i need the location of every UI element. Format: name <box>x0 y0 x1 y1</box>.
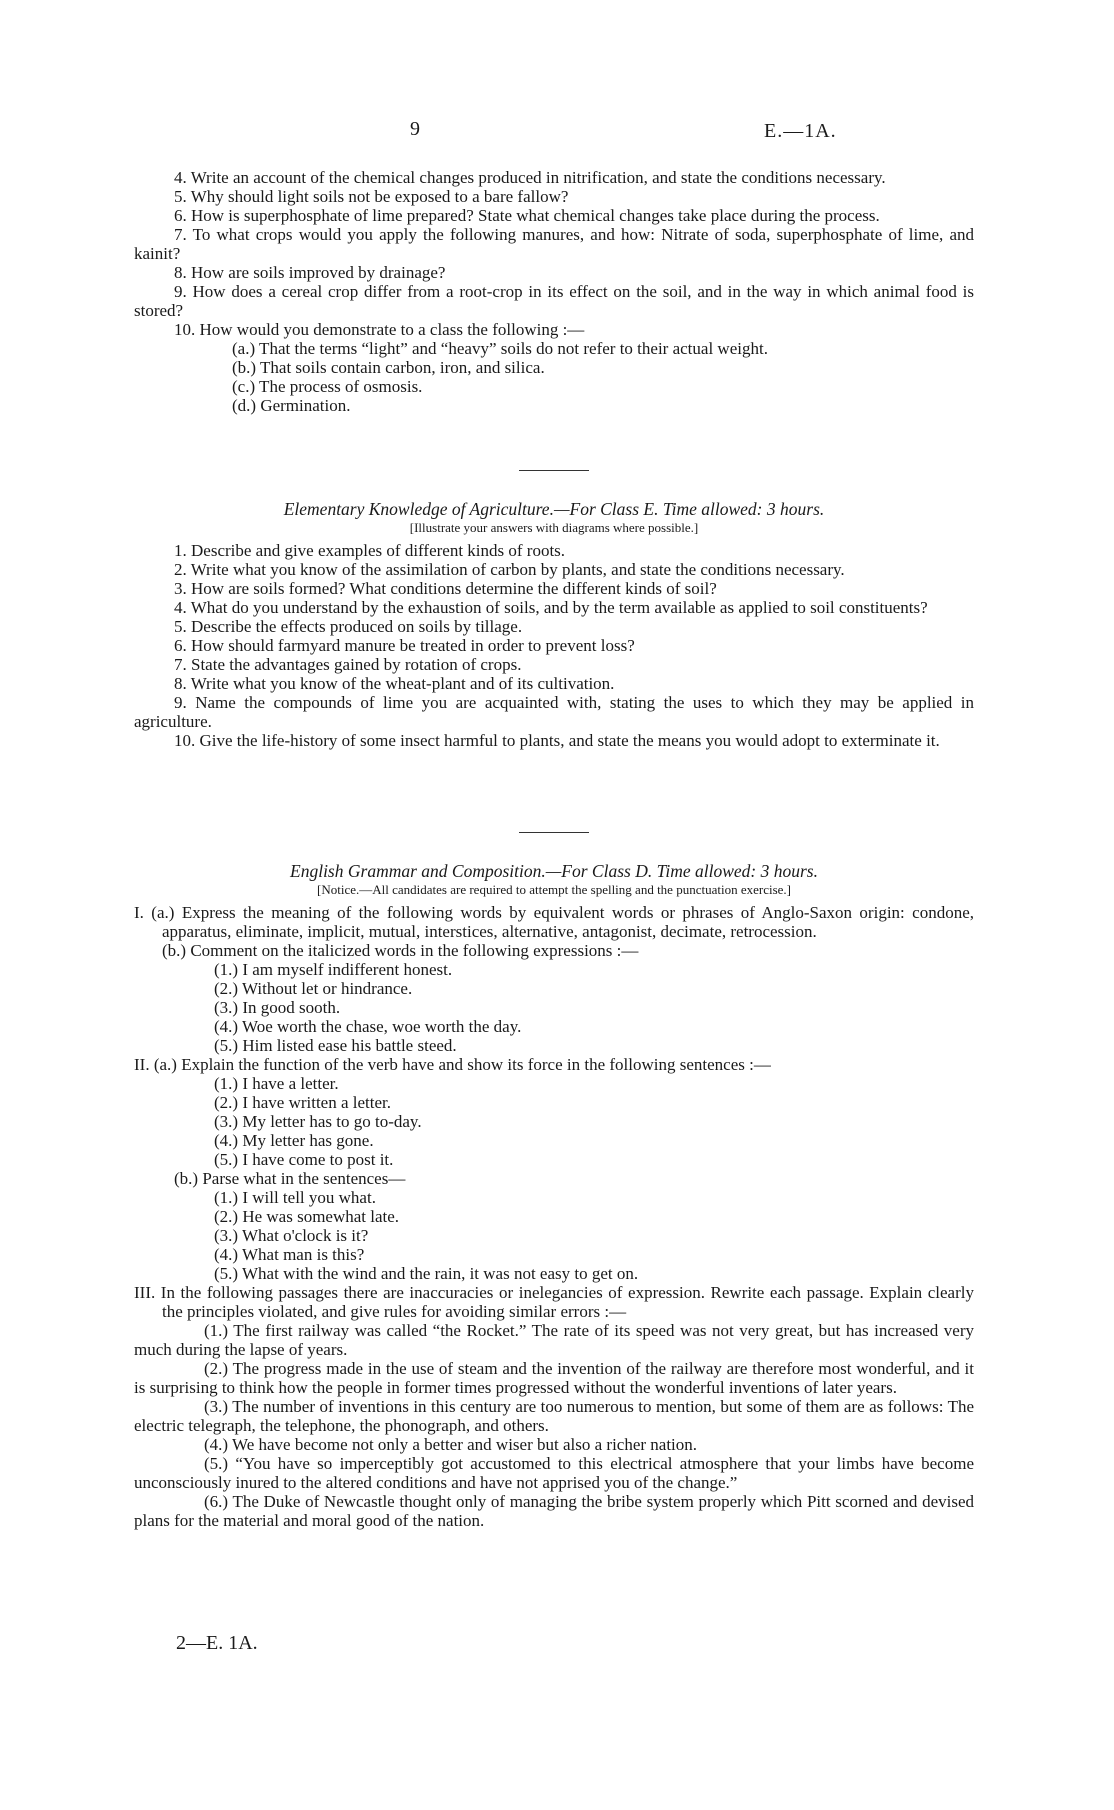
sub-item: (2.) I have written a letter. <box>214 1093 392 1112</box>
page-number: 9 <box>410 118 420 140</box>
divider-2 <box>134 832 974 833</box>
question: 9. How does a cereal crop differ from a root-crop in its effect on the soil, and in the way in which animal food is stored? <box>134 282 974 320</box>
divider-1 <box>134 470 974 471</box>
sub-item: (5.) What with the wind and the rain, it was not easy to get on. <box>214 1264 639 1283</box>
question: 10. How would you demonstrate to a class the following :— <box>174 320 585 339</box>
question: 9. Name the compounds of lime you are acquainted with, stating the uses to which they may be applied in agriculture. <box>134 693 974 731</box>
question: 1. Describe and give examples of different kinds of roots. <box>174 541 566 560</box>
sub-item: (5.) I have come to post it. <box>214 1150 394 1169</box>
section-agriculture <box>134 500 974 750</box>
sub-item: (3.) What o'clock is it? <box>214 1226 369 1245</box>
sub-item: (1.) I am myself indifferent honest. <box>214 960 453 979</box>
section-note: [Illustrate your answers with diagrams where possible.] <box>409 520 699 535</box>
sub-item: (3.) My letter has to go to-day. <box>214 1112 422 1131</box>
passage: (6.) The Duke of Newcastle thought only of managing the bribe system properly which Pitt scorned and devised plans for the material and moral good of the nation. <box>134 1492 974 1530</box>
sub-item: (2.) He was somewhat late. <box>214 1207 400 1226</box>
section-title: English Grammar and Composition.—For Class D. Time allowed: 3 hours. <box>290 861 818 881</box>
question: 7. State the advantages gained by rotation of crops. <box>174 655 522 674</box>
question-ii-b: (b.) Parse what in the sentences— <box>174 1169 406 1188</box>
section-note: [Notice.—All candidates are required to attempt the spelling and the punctuation exercise.] <box>317 882 791 897</box>
question: 7. To what crops would you apply the following manures, and how: Nitrate of soda, superphosphate of lime, and kainit? <box>134 225 974 263</box>
question: 4. What do you understand by the exhaustion of soils, and by the term available as applied to soil constituents? <box>174 598 928 617</box>
sub-item: (b.) That soils contain carbon, iron, and silica. <box>232 358 545 377</box>
passage: (2.) The progress made in the use of steam and the invention of the railway are therefore most wonderful, and it is surprising to think how the people in former times progressed without the wonderful inventions of later years. <box>134 1359 974 1397</box>
question: 6. How should farmyard manure be treated in order to prevent loss? <box>174 636 635 655</box>
sub-item: (c.) The process of osmosis. <box>232 377 423 396</box>
document-code: E.—1A. <box>764 120 837 142</box>
section-english <box>134 862 974 1530</box>
question: 5. Describe the effects produced on soils by tillage. <box>174 617 523 636</box>
sub-item: (d.) Germination. <box>232 396 351 415</box>
sub-item: (4.) My letter has gone. <box>214 1131 374 1150</box>
passage: (5.) “You have so imperceptibly got accustomed to this electrical atmosphere that your limbs have become unconsciously inured to the altered conditions and have not apprised you of the change.” <box>134 1454 974 1492</box>
passage: (4.) We have become not only a better and wiser but also a richer nation. <box>204 1435 698 1454</box>
question: 4. Write an account of the chemical changes produced in nitrification, and state the conditions necessary. <box>174 168 886 187</box>
sub-item: (1.) I have a letter. <box>214 1074 339 1093</box>
passage: (3.) The number of inventions in this century are too numerous to mention, but some of them are as follows: The electric telegraph, the telephone, the phonograph, and others. <box>134 1397 974 1435</box>
question: 2. Write what you know of the assimilation of carbon by plants, and state the conditions necessary. <box>174 560 845 579</box>
sub-item: (3.) In good sooth. <box>214 998 341 1017</box>
section-1-questions <box>134 168 974 415</box>
question-i-a: I. (a.) Express the meaning of the following words by equivalent words or phrases of Anglo-Saxon origin: condone, apparatus, eliminate, implicit, mutual, interstices, alternative, antagonist, decimate, retrocession. <box>134 903 974 941</box>
signature-mark: 2—E. 1A. <box>176 1632 258 1654</box>
question-ii-a: II. (a.) Explain the function of the verb have and show its force in the following sentences :— <box>134 1055 771 1074</box>
sub-item: (5.) Him listed ease his battle steed. <box>214 1036 457 1055</box>
question: 6. How is superphosphate of lime prepared? State what chemical changes take place during the process. <box>174 206 880 225</box>
sub-item: (1.) I will tell you what. <box>214 1188 376 1207</box>
sub-item: (2.) Without let or hindrance. <box>214 979 413 998</box>
question: 10. Give the life-history of some insect harmful to plants, and state the means you would adopt to exterminate it. <box>174 731 940 750</box>
question: 8. Write what you know of the wheat-plant and of its cultivation. <box>174 674 615 693</box>
question: 8. How are soils improved by drainage? <box>174 263 446 282</box>
sub-item: (4.) What man is this? <box>214 1245 365 1264</box>
sub-item: (4.) Woe worth the chase, woe worth the day. <box>214 1017 522 1036</box>
question: 3. How are soils formed? What conditions determine the different kinds of soil? <box>174 579 717 598</box>
passage: (1.) The first railway was called “the Rocket.” The rate of its speed was not very great, but has increased very much during the lapse of years. <box>134 1321 974 1359</box>
sub-item: (a.) That the terms “light” and “heavy” soils do not refer to their actual weight. <box>232 339 768 358</box>
question: 5. Why should light soils not be exposed to a bare fallow? <box>174 187 569 206</box>
question-i-b: (b.) Comment on the italicized words in the following expressions :— <box>162 941 639 960</box>
question-iii: III. In the following passages there are inaccuracies or inelegancies of expression. Rewrite each passage. Explain clearly the principles violated, and give rules for avoiding similar errors :— <box>134 1283 974 1321</box>
section-title: Elementary Knowledge of Agriculture.—For Class E. Time allowed: 3 hours. <box>283 499 825 519</box>
